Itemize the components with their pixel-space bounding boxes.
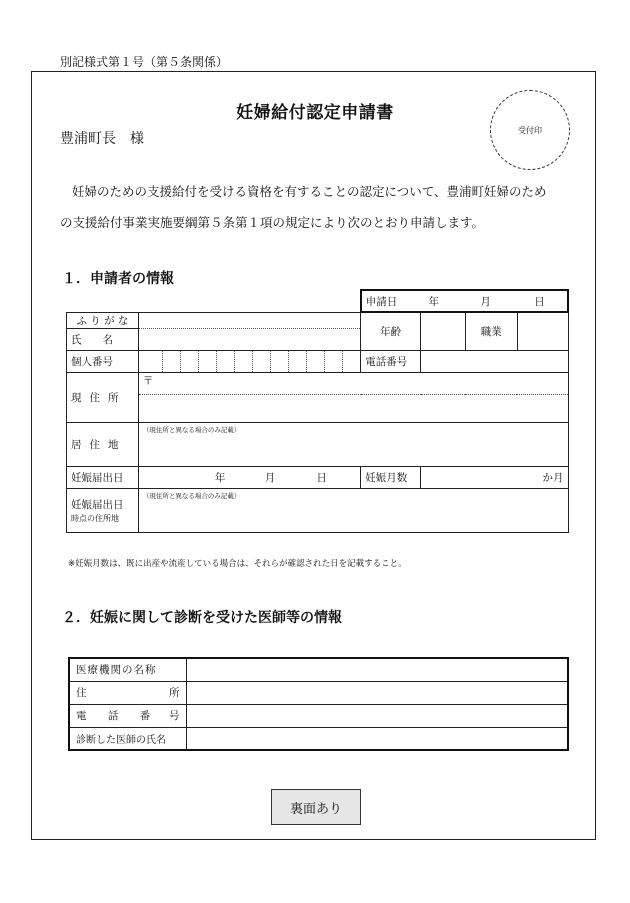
doctor-address-label [69,681,186,704]
phone-label-char3: 番 [139,710,151,722]
id-digit-boxes [145,351,360,372]
id-number-label: 個人番号 [67,350,139,372]
phone-label-char1: 電 [76,710,87,722]
report-month-label: 月 [264,471,276,484]
intro-text [60,176,580,238]
furigana-label: ふ り が な [67,312,139,328]
current-address-field[interactable] [138,394,568,422]
doctor-address-field[interactable] [186,681,568,704]
phone-label-char2: 話 [107,710,119,722]
institution-name-label: 医療機関の名称 [69,658,186,681]
age-field[interactable] [421,312,466,350]
phone-label: 電話番号 [361,350,421,372]
section-2-title: ２．妊娠に関して診断を受けた医師等の情報 [62,610,342,626]
postal-mark: 〒 [142,374,154,387]
form-reference: 別記様式第１号（第５条関係） [60,55,229,69]
doctor-phone-label [69,704,186,727]
pregnancy-months-label: 妊娠月数 [361,466,421,488]
intro-line-1: 妊婦のための支援給付を受ける資格を有することの認定について、豊浦町妊婦のため [72,184,547,199]
occupation-field[interactable] [517,312,568,350]
residence-label: 居住地 [67,422,139,466]
section-1-title: １．申請者の情報 [62,271,174,287]
doctor-name-field[interactable] [186,727,568,750]
application-date-row [361,290,568,312]
pregnancy-months-field[interactable] [421,466,569,488]
report-address-field[interactable] [138,488,568,532]
report-date-label: 妊娠届出日 [67,466,139,488]
date-day-label: 日 [534,295,545,308]
doctor-phone-field[interactable] [186,704,568,727]
report-day-label: 日 [316,471,328,484]
occupation-label: 職業 [465,312,517,350]
date-month-label: 月 [480,295,491,308]
months-unit: か月 [542,471,564,484]
report-date-field[interactable] [138,466,360,488]
applicant-table [66,289,569,533]
current-address-label: 現住所 [67,372,139,422]
application-date-label: 申請日 [365,295,398,308]
name-field[interactable] [138,328,360,350]
stamp-label: 受付印 [518,125,542,135]
age-label: 年齢 [361,312,421,350]
phone-field[interactable] [421,350,569,372]
residence-note: （現住所と異なる場合のみ記載） [142,425,241,434]
doctor-table [68,657,569,751]
doctor-name-label: 診断した医師の氏名 [69,727,186,750]
institution-name-field[interactable] [186,658,568,681]
form-title: 妊婦給付認定申請書 [236,103,394,123]
phone-label-char4: 号 [169,710,180,722]
furigana-field[interactable] [138,312,360,328]
back-side-button[interactable]: 裏面あり [271,789,361,825]
current-address-postal-field[interactable] [138,372,568,394]
residence-field[interactable] [138,422,568,466]
reception-stamp-circle [490,90,570,170]
address-label-char2: 所 [169,687,180,699]
intro-line-2: の支援給付事業実施要綱第５条第１項の規定により次のとおり申請します。 [60,215,485,230]
report-year-label: 年 [214,471,226,484]
addressee: 豊浦町長 様 [60,131,144,147]
id-number-field[interactable] [138,350,360,372]
name-label: 氏 名 [67,328,139,350]
report-address-note: （現住所と異なる場合のみ記載） [142,491,241,500]
report-address-label-line1: 妊娠届出日 [71,498,124,511]
report-address-label-line2: 時点の住所地 [71,513,119,523]
report-address-label [67,488,139,532]
date-year-label: 年 [428,295,440,308]
address-label-char1: 住 [76,687,87,699]
pregnancy-months-note: ※妊娠月数は、既に出産や流産している場合は、それらが確認された日を記載すること。 [68,559,407,569]
